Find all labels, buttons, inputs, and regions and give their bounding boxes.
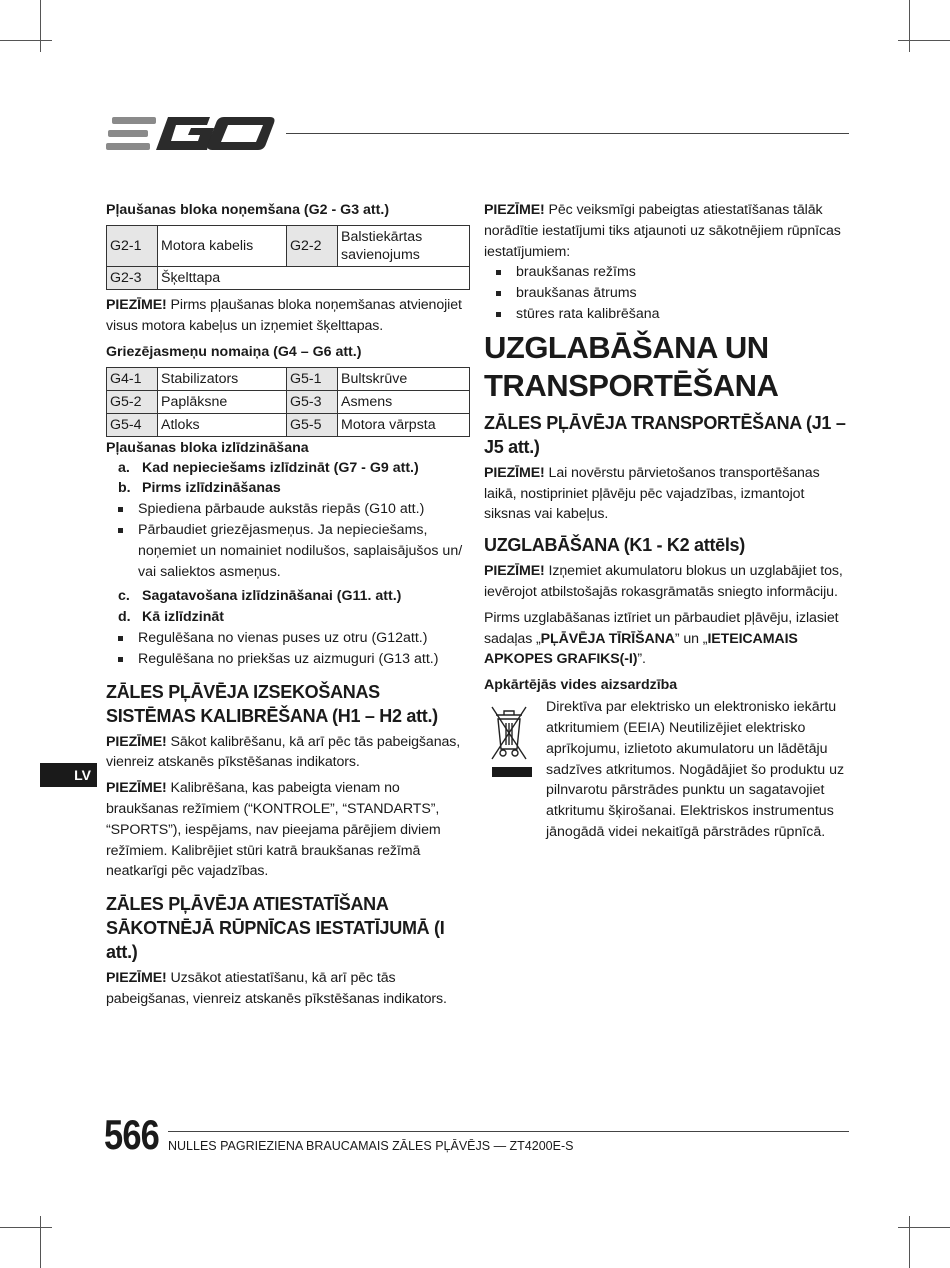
paragraph-text: ” un „ <box>674 630 708 647</box>
bullet-list <box>106 499 470 582</box>
note-label: PIEZĪME! <box>484 563 545 580</box>
list-item: Regulēšana no vienas puses uz otru (G12att.) <box>106 628 470 649</box>
list-item: braukšanas režīms <box>484 262 850 283</box>
part-code: G2-3 <box>107 267 158 290</box>
right-column <box>484 200 850 843</box>
list-item-text: Kad nepieciešams izlīdzināt (G7 - G9 att.) <box>142 459 419 476</box>
note-label: PIEZĪME! <box>484 202 545 218</box>
part-name: Asmens <box>338 390 470 413</box>
storage-heading: UZGLABĀŠANA (K1 - K2 attēls) <box>484 535 745 556</box>
storage-transport-title: UZGLABĀŠANA UN TRANSPORTĒŠANA <box>484 329 779 403</box>
table-row <box>107 267 470 290</box>
storage-note <box>484 561 850 603</box>
list-item <box>106 478 470 499</box>
list-item: stūres rata kalibrēšana <box>484 304 850 325</box>
list-item: Pārbaudiet griezējasmeņus. Ja nepieciešams, noņemiet un nomainiet nodilušos, saplaisājušos un/ vai saliektos asmeņus. <box>106 520 470 582</box>
table-row <box>107 390 470 413</box>
list-item-text: Pirms izlīdzināšanas <box>142 480 281 497</box>
section-reference: PĻĀVĒJA TĪRĪŠANA <box>540 630 675 647</box>
storage-paragraph <box>484 608 850 670</box>
part-name: Paplāksne <box>158 390 287 413</box>
note-label: PIEZĪME! <box>106 780 167 797</box>
tracking-note <box>106 732 470 774</box>
part-code: G5-1 <box>287 367 338 390</box>
list-item-text: Sagatavošana izlīdzināšanai (G11. att.) <box>142 588 402 605</box>
part-code: G5-3 <box>287 390 338 413</box>
part-name: Stabilizators <box>158 367 287 390</box>
part-code: G5-2 <box>107 390 158 413</box>
reset-settings-list <box>484 262 850 324</box>
table-row <box>107 413 470 436</box>
weee-block <box>484 697 850 843</box>
reset-heading: ZĀLES PĻĀVĒJA ATIESTATĪŠANA SĀKOTNĒJĀ RŪPNĪCAS IESTATĪJUMĀ (I att.) <box>106 894 445 963</box>
part-code: G5-4 <box>107 413 158 436</box>
list-marker: a. <box>118 459 130 476</box>
reset-note <box>106 968 470 1010</box>
list-marker: b. <box>118 480 131 497</box>
left-column <box>106 200 470 1015</box>
note-label: PIEZĪME! <box>106 970 167 987</box>
note-text: Izņemiet akumulatoru blokus un uzglabājiet tos, ievērojot atbilstošajās rokasgrāmatās sniegto informāciju. <box>484 563 843 600</box>
list-item-text: Kā izlīdzināt <box>142 609 224 626</box>
removal-parts-table <box>106 225 470 290</box>
list-item <box>106 607 470 628</box>
language-tab <box>40 763 97 787</box>
list-item: Spiediena pārbaude aukstās riepās (G10 att.) <box>106 499 470 520</box>
removal-heading: Pļaušanas bloka noņemšana (G2 - G3 att.) <box>106 202 390 218</box>
table-row <box>107 367 470 390</box>
part-code: G2-1 <box>107 226 158 267</box>
part-name: Bultskrūve <box>338 367 470 390</box>
footer-rule <box>168 1131 849 1132</box>
env-heading: Apkārtējās vides aizsardzība <box>484 677 678 694</box>
tracking-note <box>106 778 470 882</box>
bullet-list <box>106 628 470 670</box>
crop-mark <box>0 40 52 41</box>
level-heading: Pļaušanas bloka izlīdzināšana <box>106 439 309 456</box>
crop-mark <box>0 1227 52 1228</box>
table-row <box>107 226 470 267</box>
footer-title: NULLES PAGRIEZIENA BRAUCAMAIS ZĀLES PĻĀVĒJS — ZT4200E-S <box>168 1139 574 1153</box>
note-text: Lai novērstu pārvietošanos transportēšanas laikā, nostipriniet pļāvēju pēc vajadzības, izmantojot siksnas vai kabeļus. <box>484 464 820 523</box>
note-label: PIEZĪME! <box>106 297 167 313</box>
tracking-heading: ZĀLES PĻĀVĒJA IZSEKOŠANAS SISTĒMAS KALIBRĒŠANA (H1 – H2 att.) <box>106 681 438 726</box>
list-item <box>106 586 470 607</box>
note-text: Pēc veiksmīgi pabeigtas atiestatīšanas tālāk norādītie iestatījumi tiks atjaunoti uz sākotnējiem rūpnīcas iestatījumiem: <box>484 202 841 260</box>
env-text: Direktīva par elektrisko un elektronisko iekārtu atkritumiem (EEIA) Neutilizējiet elektrisko aprīkojumu, izlietoto akumulatoru un lādētāju sadzīves atkritumos. Nogādājiet šo produktu uz pilnvarotu pārstrādes punktu un sagatavojiet atkritumu šķirošanai. Elektriskos instrumentus jānogādā videi nekaitīgā pārstrādes rūpnīcā. <box>546 699 845 840</box>
list-item: Regulēšana no priekšas uz aizmuguri (G13 att.) <box>106 649 470 670</box>
part-code: G5-5 <box>287 413 338 436</box>
language-code: LV <box>74 767 91 783</box>
part-code: G4-1 <box>107 367 158 390</box>
paragraph-text: Pirms uzglabāšanas iztīriet un pārbaudiet pļāvēju, izlasiet sadaļas „ <box>484 609 839 647</box>
part-code: G2-2 <box>287 226 338 267</box>
list-marker: d. <box>118 609 131 626</box>
note-text: Uzsākot atiestatīšanu, kā arī pēc tās pabeigšanas, vienreiz atskanēs pīkstēšanas indikators. <box>106 970 447 1007</box>
transport-note <box>484 463 850 525</box>
crop-mark <box>909 0 910 52</box>
part-name: Atloks <box>158 413 287 436</box>
note-text: Sākot kalibrēšanu, kā arī pēc tās pabeigšanas, vienreiz atskanēs pīkstēšanas indikators. <box>106 733 461 771</box>
note-text: Kalibrēšana, kas pabeigta vienam no braukšanas režīmiem (“KONTROLE”, “STANDARTS”, “SPORTS”), iespējams, nav pieejama pārējiem diviem režīmiem. Kalibrējiet stūri katrā braukšanas režīmā neatkarīgi pēc vajadzības. <box>106 780 441 880</box>
note-label: PIEZĪME! <box>484 464 545 481</box>
blade-parts-table <box>106 367 470 437</box>
part-name: Motora kabelis <box>158 226 287 267</box>
ego-logo <box>106 113 276 155</box>
crop-mark <box>898 1227 950 1228</box>
removal-note <box>106 295 470 337</box>
part-name: Šķelttapa <box>158 267 470 290</box>
part-name: Balstiekārtas savienojums <box>338 226 470 267</box>
list-item <box>106 458 470 479</box>
section-reference: IETEICAMAIS APKOPES GRAFIKS(-I) <box>484 630 798 668</box>
crossed-out-wheelie-bin-icon <box>484 697 546 843</box>
transport-heading: ZĀLES PĻĀVĒJA TRANSPORTĒŠANA (J1 – J5 att.) <box>484 412 846 457</box>
note-text: Pirms pļaušanas bloka noņemšanas atvienojiet visus motora kabeļus un izņemiet šķelttapas. <box>106 297 462 334</box>
page-number: 566 <box>104 1111 160 1158</box>
crop-mark <box>40 1216 41 1268</box>
blade-heading: Griezējasmeņu nomaiņa (G4 – G6 att.) <box>106 343 362 360</box>
list-item: braukšanas ātrums <box>484 283 850 304</box>
note-label: PIEZĪME! <box>106 733 167 750</box>
list-marker: c. <box>118 588 130 605</box>
crop-mark <box>40 0 41 52</box>
crop-mark <box>909 1216 910 1268</box>
part-name: Motora vārpsta <box>338 413 470 436</box>
reset-after-note <box>484 200 850 262</box>
crop-mark <box>898 40 950 41</box>
header-rule <box>286 133 849 134</box>
paragraph-text: ”. <box>637 651 646 668</box>
